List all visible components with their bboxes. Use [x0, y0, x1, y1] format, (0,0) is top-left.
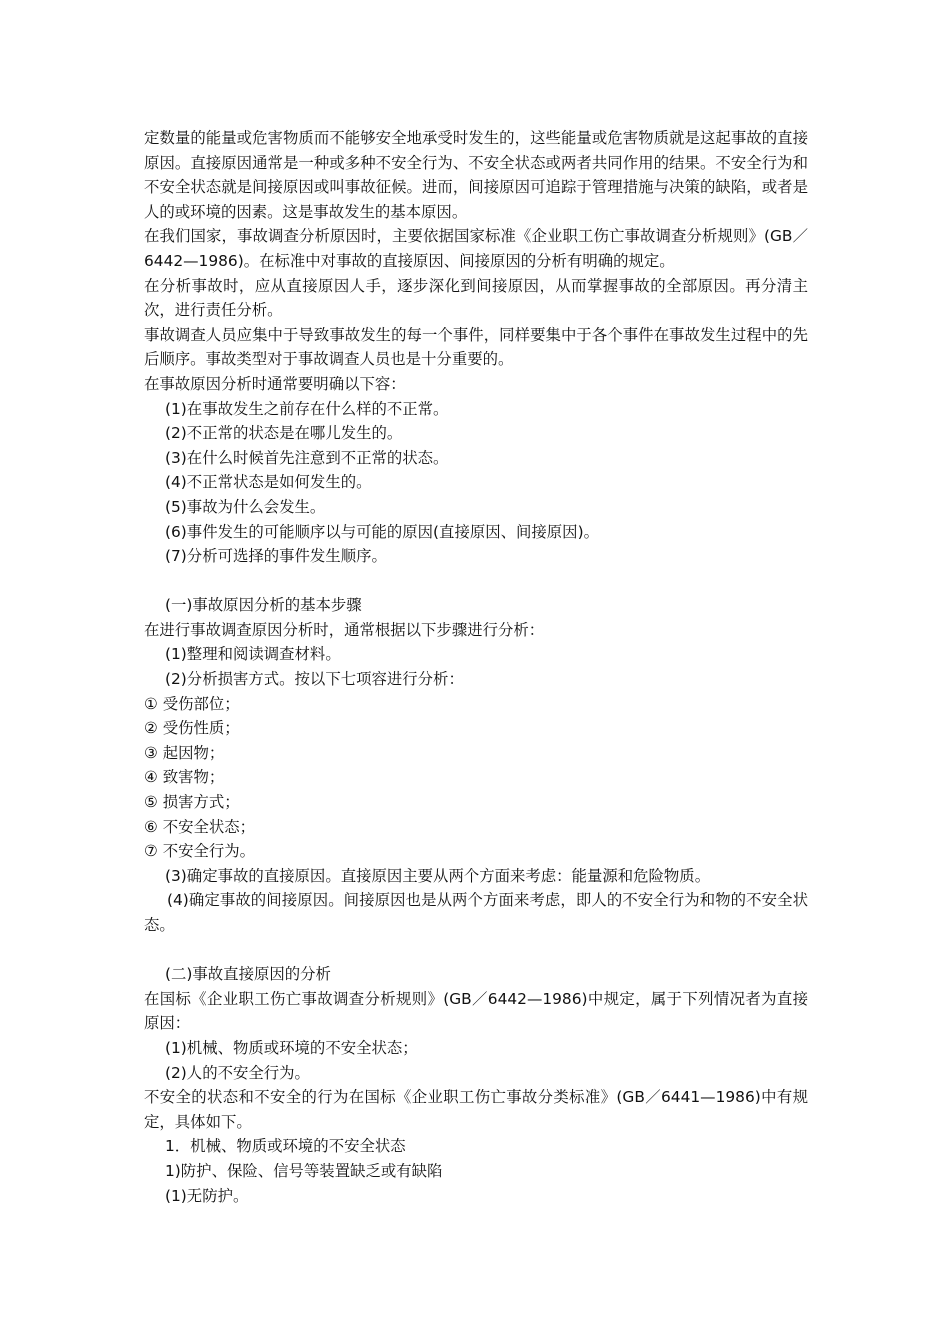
- paragraph-classification-standard: 不安全的状态和不安全的行为在国标《企业职工伤亡事故分类标准》(GB／6441—1986)中有规定，具体如下。: [144, 1088, 808, 1131]
- list-item: (5)事故为什么会发生。: [165, 497, 326, 516]
- subsection-heading-protection-devices: 1)防护、保险、信号等装置缺乏或有缺陷: [165, 1161, 443, 1180]
- document-body: [144, 126, 808, 1208]
- list-item: ② 受伤性质；: [144, 719, 240, 738]
- list-item: ① 受伤部位；: [144, 694, 240, 713]
- list-item: (2)人的不安全行为。: [165, 1063, 310, 1082]
- paragraph-analysis-contents-intro: 在事故原因分析时通常要明确以下容：: [144, 374, 406, 393]
- list-item: (2)分析损害方式。按以下七项容进行分析：: [165, 670, 464, 689]
- paragraph-investigator-focus: 事故调查人员应集中于导致事故发生的每一个事件，同样要集中于各个事件在事故发生过程中的先后顺序。事故类型对于事故调查人员也是十分重要的。: [144, 325, 808, 369]
- paragraph-accident-causes: 定数量的能量或危害物质而不能够安全地承受时发生的，这些能量或危害物质就是这起事故的直接原因。直接原因通常是一种或多种不安全行为、不安全状态或两者共同作用的结果。不安全行为和不安全状态就是间接原因或叫事故征候。进而，间接原因可追踪于管理措施与决策的缺陷，或者是人的或环境的因素。这是事故发生的基本原因。: [144, 129, 808, 221]
- section-heading-basic-steps: (一)事故原因分析的基本步骤: [165, 596, 362, 615]
- list-item: ③ 起因物；: [144, 743, 225, 762]
- list-item: (3)确定事故的直接原因。直接原因主要从两个方面来考虑：能量源和危险物质。: [165, 866, 711, 885]
- list-item: (4)不正常状态是如何发生的。: [165, 473, 372, 492]
- paragraph-analysis-approach: 在分析事故时，应从直接原因人手，逐步深化到间接原因，从而掌握事故的全部原因。再分清主次，进行责任分析。: [144, 276, 808, 320]
- paragraph-national-standard: 在我们国家，事故调查分析原因时，主要依据国家标准《企业职工伤亡事故调查分析规则》(GB／6442—1986)。在标准中对事故的直接原因、间接原因的分析有明确的规定。: [144, 227, 808, 270]
- spacer: [144, 569, 808, 594]
- list-item: ⑦ 不安全行为。: [144, 842, 256, 861]
- list-item: (3)在什么时候首先注意到不正常的状态。: [165, 448, 449, 467]
- list-item: (7)分析可选择的事件发生顺序。: [165, 547, 387, 566]
- list-item: (2)不正常的状态是在哪儿发生的。: [165, 424, 403, 443]
- list-item: (1)整理和阅读调查材料。: [165, 645, 341, 664]
- list-item: ⑥ 不安全状态；: [144, 817, 256, 836]
- paragraph-direct-cause-rule: 在国标《企业职工伤亡事故调查分析规则》(GB／6442—1986)中规定，属于下列情况者为直接原因：: [144, 989, 808, 1033]
- list-item: (1)在事故发生之前存在什么样的不正常。: [165, 399, 449, 418]
- paragraph-steps-intro: 在进行事故调查原因分析时，通常根据以下步骤进行分析：: [144, 620, 545, 639]
- subsection-heading-unsafe-state: 1．机械、物质或环境的不安全状态: [165, 1137, 406, 1156]
- list-item: (6)事件发生的可能顺序以与可能的原因(直接原因、间接原因)。: [165, 522, 599, 541]
- list-item: (1)无防护。: [165, 1186, 249, 1205]
- spacer: [144, 938, 808, 963]
- section-heading-direct-causes: (二)事故直接原因的分析: [165, 965, 331, 984]
- list-item: (4)确定事故的间接原因。间接原因也是从两个方面来考虑，即人的不安全行为和物的不安全状态。: [144, 891, 808, 934]
- list-item: ④ 致害物；: [144, 768, 225, 787]
- list-item: ⑤ 损害方式；: [144, 793, 240, 812]
- list-item: (1)机械、物质或环境的不安全状态；: [165, 1038, 418, 1057]
